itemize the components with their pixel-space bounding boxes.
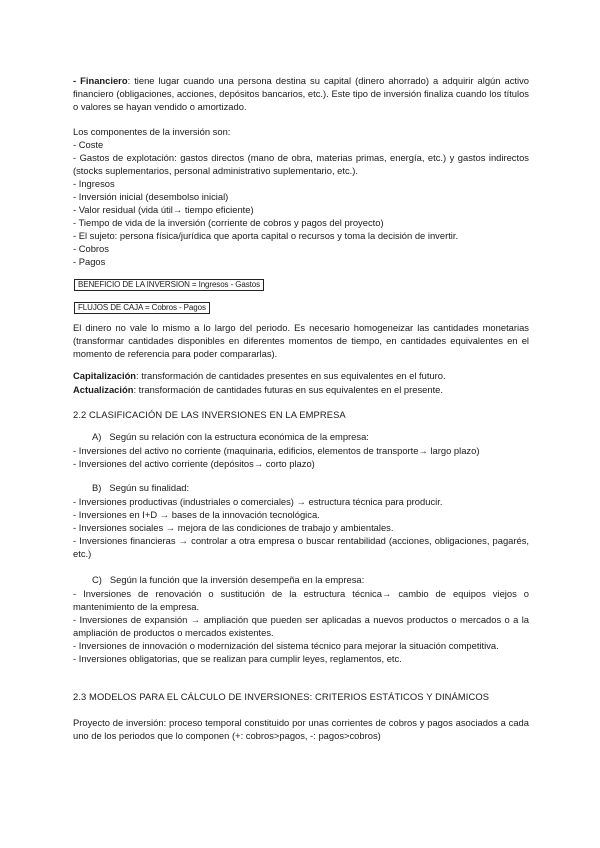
beneficio-formula-box: BENEFICIO DE LA INVERSION = Ingresos - Gastos bbox=[74, 279, 264, 291]
actualizacion-term: Actualización bbox=[73, 384, 134, 395]
list-item: - Inversiones del activo corriente (depósitos→ corto plazo) bbox=[73, 458, 315, 469]
list-item: - El sujeto: persona física/jurídica que aporta capital o recursos y toma la decisión de invertir. bbox=[73, 230, 459, 241]
subsection-b-label: B) bbox=[92, 482, 102, 493]
list-item: - Inversión inicial (desembolso inicial) bbox=[73, 191, 229, 202]
list-item: - Inversiones productivas (industriales o comerciales) → estructura técnica para producir. bbox=[73, 496, 443, 507]
list-item: - Inversiones de innovación o modernización del sistema técnico para mejorar la situación competitiva. bbox=[73, 640, 499, 651]
componentes-heading: Los componentes de la inversión son: bbox=[73, 126, 231, 137]
subsection-b-heading bbox=[92, 481, 189, 494]
capitalizacion-text: : transformación de cantidades presentes en sus equivalentes en el futuro. bbox=[136, 370, 446, 381]
dinero-paragraph: El dinero no vale lo mismo a lo largo del periodo. Es necesario homogeneizar las cantidades monetarias (transformar cantidades disponibles en diferentes momentos de tiempo, en cantidades equivalentes en el momento de referencia para poder compararlas). bbox=[73, 322, 529, 359]
list-item: - Pagos bbox=[73, 256, 106, 267]
subsection-c-label: C) bbox=[92, 574, 102, 585]
actualizacion-line bbox=[73, 383, 529, 396]
subsection-c-heading bbox=[92, 573, 364, 586]
flujos-formula-box: FLUJOS DE CAJA = Cobros - Pagos bbox=[74, 302, 210, 314]
subsection-a-heading bbox=[92, 430, 369, 443]
list-item: - Inversiones sociales → mejora de las condiciones de trabajo y ambientales. bbox=[73, 522, 394, 533]
capitalizacion-term: Capitalización bbox=[73, 370, 137, 381]
list-item: - Ingresos bbox=[73, 178, 115, 189]
subsection-a-label: A) bbox=[92, 431, 102, 442]
section-2-3-paragraph: Proyecto de inversión: proceso temporal constituido por unas corrientes de cobros y pagos asociados a cada uno de los periodos que lo componen (+: cobros>pagos, -: pagos>cobros) bbox=[73, 717, 529, 741]
capitalizacion-line bbox=[73, 369, 529, 382]
section-2-3-title: 2.3 MODELOS PARA EL CÁLCULO DE INVERSIONES: CRITERIOS ESTÁTICOS Y DINÁMICOS bbox=[73, 691, 490, 702]
list-item: - Tiempo de vida de la inversión (corriente de cobros y pagos del proyecto) bbox=[73, 217, 384, 228]
subsection-a-title: Según su relación con la estructura económica de la empresa: bbox=[109, 431, 369, 442]
list-item: - Valor residual (vida útil→ tiempo eficiente) bbox=[73, 204, 254, 215]
list-item: - Coste bbox=[73, 139, 104, 150]
section-2-2-title: 2.2 CLASIFICACIÓN DE LAS INVERSIONES EN LA EMPRESA bbox=[73, 409, 346, 420]
subsection-c-title: Según la función que la inversión desempeña en la empresa: bbox=[109, 574, 365, 585]
financiero-term: - Financiero bbox=[73, 75, 128, 86]
subsection-a-list bbox=[73, 444, 529, 470]
subsection-b-list bbox=[73, 495, 529, 560]
list-item: - Inversiones en I+D → bases de la innovación tecnológica. bbox=[73, 509, 320, 520]
list-item: - Inversiones de expansión → ampliación que pueden ser aplicadas a nuevos productos o mercados o a la ampliación de productos o mercados existentes. bbox=[73, 614, 529, 638]
financiero-text: : tiene lugar cuando una persona destina su capital (dinero ahorrado) a adquirir algún activo financiero (obligaciones, acciones, depósitos bancarios, etc.). Este tipo de inversión finaliza cuando los títulos o valores se hayan vendido o amortizado. bbox=[73, 75, 529, 112]
list-item: - Inversiones financieras → controlar a otra empresa o buscar rentabilidad (acciones, obligaciones, pagarés, etc.) bbox=[73, 535, 529, 559]
financiero-paragraph bbox=[73, 74, 529, 113]
list-item: - Inversiones de renovación o sustitución de la estructura técnica→ cambio de equipos viejos o mantenimiento de la empresa. bbox=[73, 588, 529, 612]
list-item: - Gastos de explotación: gastos directos (mano de obra, materias primas, energía, etc.) y gastos indirectos (stocks suplementarios, personal administrativo suplementario, etc.). bbox=[73, 152, 529, 176]
subsection-c-list bbox=[73, 587, 529, 665]
actualizacion-text: : transformación de cantidades futuras en sus equivalentes en el presente. bbox=[133, 384, 444, 395]
subsection-b-title: Según su finalidad: bbox=[109, 482, 190, 493]
list-item: - Inversiones del activo no corriente (maquinaria, edificios, elementos de transporte→ largo plazo) bbox=[73, 445, 480, 456]
list-item: - Inversiones obligatorias, que se realizan para cumplir leyes, reglamentos, etc. bbox=[73, 653, 402, 664]
componentes-list bbox=[73, 138, 529, 268]
list-item: - Cobros bbox=[73, 243, 109, 254]
